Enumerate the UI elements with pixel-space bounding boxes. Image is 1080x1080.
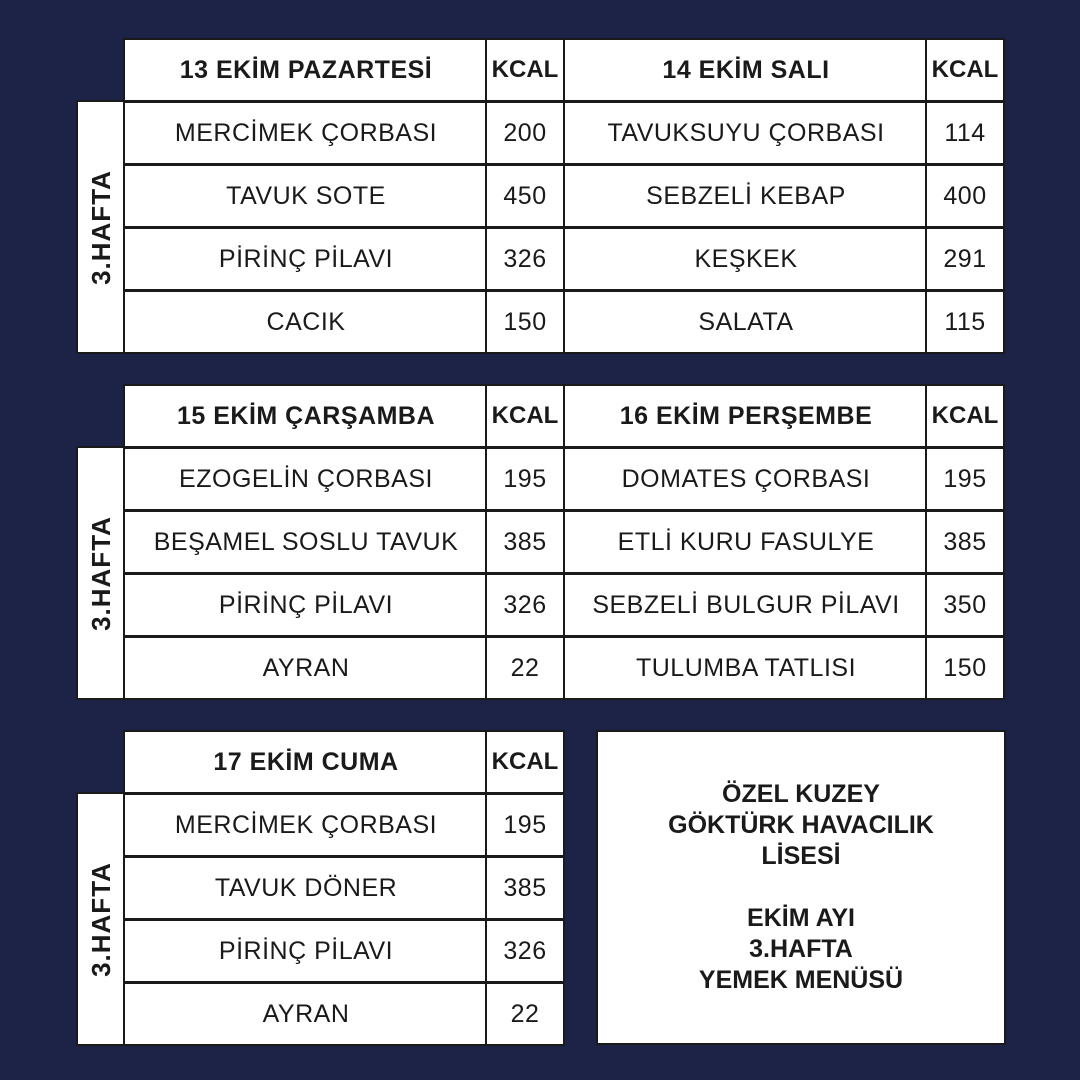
meal-name: TAVUKSUYU ÇORBASI [563, 101, 929, 165]
meal-kcal: 150 [925, 636, 1005, 700]
week-label-cell [76, 446, 126, 700]
menu-info-box [596, 730, 1006, 1045]
meal-name: AYRAN [123, 636, 489, 700]
meal-kcal: 114 [925, 101, 1005, 165]
meal-name: KEŞKEK [563, 227, 929, 291]
meal-kcal: 350 [925, 573, 1005, 637]
meal-kcal: 450 [485, 164, 565, 228]
meal-name: MERCİMEK ÇORBASI [123, 101, 489, 165]
kcal-header: KCAL [485, 38, 565, 102]
meal-kcal: 195 [485, 447, 565, 511]
meal-kcal: 115 [925, 290, 1005, 354]
meal-kcal: 385 [485, 510, 565, 574]
meal-kcal: 150 [485, 290, 565, 354]
meal-kcal: 385 [485, 856, 565, 920]
meal-name: PİRİNÇ PİLAVI [123, 573, 489, 637]
kcal-header: KCAL [485, 384, 565, 448]
meal-kcal: 326 [485, 227, 565, 291]
meal-kcal: 400 [925, 164, 1005, 228]
day-header: 15 EKİM ÇARŞAMBA [123, 384, 489, 448]
meal-name: PİRİNÇ PİLAVI [123, 919, 489, 983]
meal-kcal: 385 [925, 510, 1005, 574]
school-name-line-3: LİSESİ [761, 842, 841, 870]
meal-name: AYRAN [123, 982, 489, 1046]
meal-name: SEBZELİ BULGUR PİLAVI [563, 573, 929, 637]
meal-kcal: 195 [925, 447, 1005, 511]
meal-kcal: 22 [485, 636, 565, 700]
day-header: 13 EKİM PAZARTESİ [123, 38, 489, 102]
meal-name: TAVUK SOTE [123, 164, 489, 228]
day-header: 16 EKİM PERŞEMBE [563, 384, 929, 448]
meal-kcal: 200 [485, 101, 565, 165]
meal-name: SALATA [563, 290, 929, 354]
week-label: 3.HAFTA [85, 861, 116, 977]
school-name-line-2: GÖKTÜRK HAVACILIK [668, 811, 934, 839]
meal-name: TULUMBA TATLISI [563, 636, 929, 700]
week-label: 3.HAFTA [85, 169, 116, 285]
meal-name: EZOGELİN ÇORBASI [123, 447, 489, 511]
meal-kcal: 291 [925, 227, 1005, 291]
meal-kcal: 195 [485, 793, 565, 857]
meal-name: PİRİNÇ PİLAVI [123, 227, 489, 291]
menu-title-line-3: YEMEK MENÜSÜ [698, 966, 904, 994]
day-header: 14 EKİM SALI [563, 38, 929, 102]
meal-name: CACIK [123, 290, 489, 354]
menu-title-line-2: 3.HAFTA [749, 935, 853, 963]
menu-title-line-1: EKİM AYI [747, 904, 855, 932]
meal-name: ETLİ KURU FASULYE [563, 510, 929, 574]
kcal-header: KCAL [925, 384, 1005, 448]
meal-kcal: 326 [485, 919, 565, 983]
meal-name: MERCİMEK ÇORBASI [123, 793, 489, 857]
day-header: 17 EKİM CUMA [123, 730, 489, 794]
meal-name: BEŞAMEL SOSLU TAVUK [123, 510, 489, 574]
week-label-cell [76, 100, 126, 354]
meal-kcal: 326 [485, 573, 565, 637]
week-label: 3.HAFTA [85, 515, 116, 631]
meal-name: SEBZELİ KEBAP [563, 164, 929, 228]
meal-name: TAVUK DÖNER [123, 856, 489, 920]
meal-name: DOMATES ÇORBASI [563, 447, 929, 511]
school-name-line-1: ÖZEL KUZEY [722, 780, 880, 808]
kcal-header: KCAL [485, 730, 565, 794]
meal-kcal: 22 [485, 982, 565, 1046]
kcal-header: KCAL [925, 38, 1005, 102]
week-label-cell [76, 792, 126, 1046]
